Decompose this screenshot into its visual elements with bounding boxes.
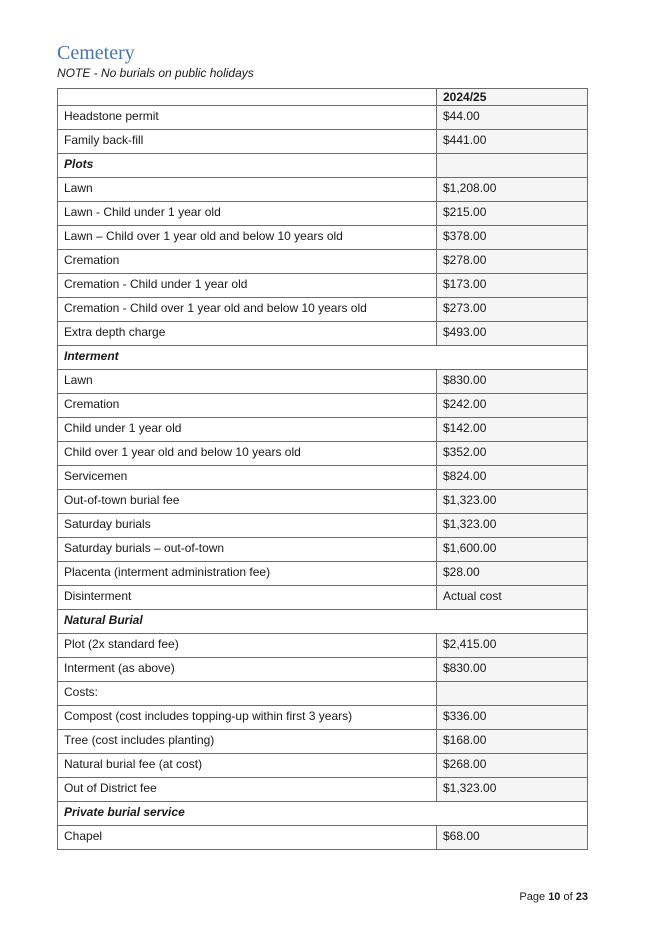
table-row [58, 202, 588, 226]
section-title: Plots [58, 154, 437, 178]
header-year-cell: 2024/25 [437, 89, 588, 106]
fee-description: Cremation - Child under 1 year old [58, 274, 437, 298]
fee-amount: Actual cost [437, 586, 588, 610]
fee-description: Family back-fill [58, 130, 437, 154]
fee-description: Disinterment [58, 586, 437, 610]
table-row [58, 634, 588, 658]
fee-amount: $28.00 [437, 562, 588, 586]
fee-amount: $493.00 [437, 322, 588, 346]
fee-description: Child under 1 year old [58, 418, 437, 442]
table-row [58, 682, 588, 706]
fee-amount: $173.00 [437, 274, 588, 298]
fee-amount: $2,415.00 [437, 634, 588, 658]
fee-description: Tree (cost includes planting) [58, 730, 437, 754]
fee-amount: $44.00 [437, 106, 588, 130]
table-row [58, 586, 588, 610]
fee-description: Natural burial fee (at cost) [58, 754, 437, 778]
table-row [58, 658, 588, 682]
page-total: 23 [575, 891, 588, 903]
table-row [58, 418, 588, 442]
table-row [58, 250, 588, 274]
fee-amount: $68.00 [437, 826, 588, 850]
fee-amount [437, 682, 588, 706]
table-row [58, 562, 588, 586]
fees-table [57, 88, 588, 850]
fee-description: Saturday burials [58, 514, 437, 538]
table-row [58, 538, 588, 562]
fee-amount: $1,208.00 [437, 178, 588, 202]
fee-description: Chapel [58, 826, 437, 850]
header-description-cell [58, 89, 437, 106]
table-row [58, 226, 588, 250]
section-header-row [58, 346, 588, 370]
holiday-note: NOTE - No burials on public holidays [57, 66, 254, 80]
table-row [58, 130, 588, 154]
fee-amount: $1,323.00 [437, 778, 588, 802]
fee-description: Out of District fee [58, 778, 437, 802]
table-row [58, 322, 588, 346]
fee-description: Cremation [58, 394, 437, 418]
table-row [58, 274, 588, 298]
fee-amount: $352.00 [437, 442, 588, 466]
table-row [58, 514, 588, 538]
fee-description: Servicemen [58, 466, 437, 490]
table-row [58, 730, 588, 754]
table-row [58, 394, 588, 418]
fee-amount: $215.00 [437, 202, 588, 226]
table-row [58, 178, 588, 202]
fee-amount: $1,323.00 [437, 514, 588, 538]
section-header-row [58, 610, 588, 634]
fee-amount: $273.00 [437, 298, 588, 322]
fee-description: Costs: [58, 682, 437, 706]
table-row [58, 442, 588, 466]
fee-amount: $336.00 [437, 706, 588, 730]
fee-amount: $168.00 [437, 730, 588, 754]
fee-amount: $824.00 [437, 466, 588, 490]
page-label: Page [519, 891, 546, 903]
fee-description: Lawn [58, 370, 437, 394]
fee-amount: $278.00 [437, 250, 588, 274]
fee-description: Plot (2x standard fee) [58, 634, 437, 658]
fee-description: Placenta (interment administration fee) [58, 562, 437, 586]
table-row [58, 298, 588, 322]
section-title: Natural Burial [58, 610, 588, 634]
table-row [58, 370, 588, 394]
fee-description: Compost (cost includes topping-up within first 3 years) [58, 706, 437, 730]
fee-description: Interment (as above) [58, 658, 437, 682]
fee-description: Cremation [58, 250, 437, 274]
fee-description: Child over 1 year old and below 10 years old [58, 442, 437, 466]
table-row [58, 778, 588, 802]
page-footer [519, 891, 588, 903]
fee-amount: $830.00 [437, 658, 588, 682]
fee-amount: $1,600.00 [437, 538, 588, 562]
page-number: 10 [548, 891, 561, 903]
table-header-row [58, 89, 588, 106]
fee-amount [437, 154, 588, 178]
fee-description: Cremation - Child over 1 year old and below 10 years old [58, 298, 437, 322]
fee-description: Lawn – Child over 1 year old and below 10 years old [58, 226, 437, 250]
table-row [58, 490, 588, 514]
fee-amount: $441.00 [437, 130, 588, 154]
section-header-row [58, 154, 588, 178]
table-row [58, 106, 588, 130]
table-row [58, 706, 588, 730]
fee-description: Lawn - Child under 1 year old [58, 202, 437, 226]
fee-description: Lawn [58, 178, 437, 202]
fee-amount: $142.00 [437, 418, 588, 442]
fee-description: Saturday burials – out-of-town [58, 538, 437, 562]
section-title: Interment [58, 346, 588, 370]
table-row [58, 826, 588, 850]
fee-description: Headstone permit [58, 106, 437, 130]
table-row [58, 754, 588, 778]
fees-table-body [58, 89, 588, 850]
fee-description: Extra depth charge [58, 322, 437, 346]
page-title: Cemetery [57, 42, 135, 64]
fee-amount: $242.00 [437, 394, 588, 418]
section-header-row [58, 802, 588, 826]
fee-amount: $378.00 [437, 226, 588, 250]
table-row [58, 466, 588, 490]
fee-amount: $830.00 [437, 370, 588, 394]
section-title: Private burial service [58, 802, 588, 826]
fee-description: Out-of-town burial fee [58, 490, 437, 514]
page-of-label: of [563, 891, 573, 903]
fee-amount: $1,323.00 [437, 490, 588, 514]
fee-amount: $268.00 [437, 754, 588, 778]
